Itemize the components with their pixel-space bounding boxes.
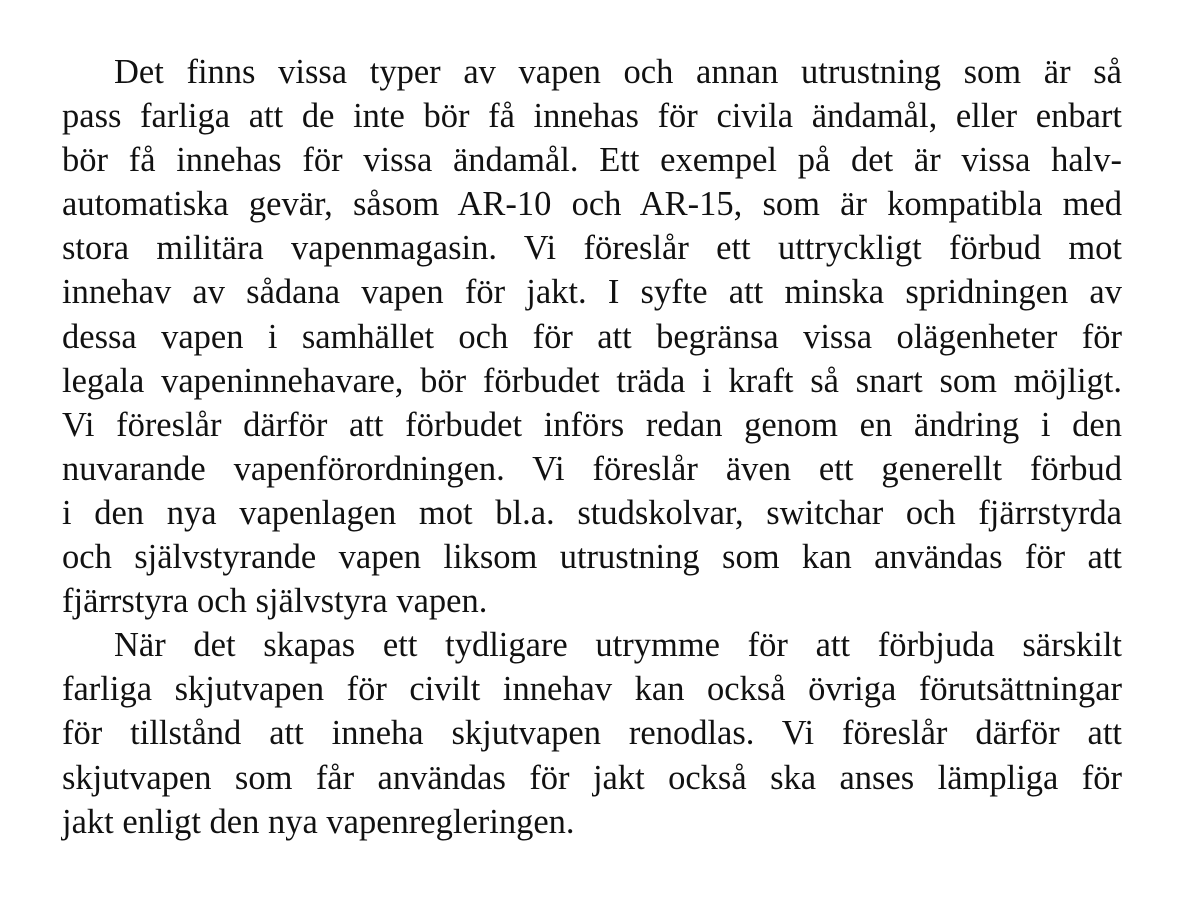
- paragraph-1: [62, 50, 1122, 623]
- text-line: stora militära vapenmagasin. Vi föreslår ett uttryckligt förbud mot: [62, 229, 1122, 268]
- text-line: för tillstånd att inneha skjutvapen renodlas. Vi föreslår därför att: [62, 714, 1122, 753]
- text-line: bör få innehas för vissa ändamål. Ett exempel på det är vissa halv-: [62, 141, 1122, 180]
- text-line: legala vapeninnehavare, bör förbudet träda i kraft så snart som möjligt.: [62, 361, 1122, 400]
- text-line: När det skapas ett tydligare utrymme för att förbjuda särskilt: [114, 626, 1122, 665]
- text-line: fjärrstyra och självstyra vapen.: [62, 582, 488, 621]
- document-page: [62, 50, 1122, 844]
- text-line: nuvarande vapenförordningen. Vi föreslår även ett generellt förbud: [62, 449, 1122, 488]
- paragraph-2: [62, 623, 1122, 843]
- text-line: automatiska gevär, såsom AR-10 och AR-15, som är kompatibla med: [62, 185, 1122, 224]
- text-line: dessa vapen i samhället och för att begränsa vissa olägenheter för: [62, 317, 1122, 356]
- text-line: Vi föreslår därför att förbudet införs redan genom en ändring i den: [62, 405, 1122, 444]
- text-line: Det finns vissa typer av vapen och annan utrustning som är så: [114, 53, 1122, 91]
- text-line: innehav av sådana vapen för jakt. I syfte att minska spridningen av: [62, 273, 1122, 312]
- text-line: pass farliga att de inte bör få innehas för civila ändamål, eller enbart: [62, 97, 1122, 136]
- text-line: farliga skjutvapen för civilt innehav kan också övriga förutsättningar: [62, 670, 1122, 709]
- text-line: skjutvapen som får användas för jakt också ska anses lämpliga för: [62, 758, 1122, 797]
- text-line: jakt enligt den nya vapenregleringen.: [62, 802, 575, 841]
- text-line: i den nya vapenlagen mot bl.a. studskolvar, switchar och fjärrstyrda: [62, 493, 1122, 532]
- text-line: och självstyrande vapen liksom utrustning som kan användas för att: [62, 538, 1122, 577]
